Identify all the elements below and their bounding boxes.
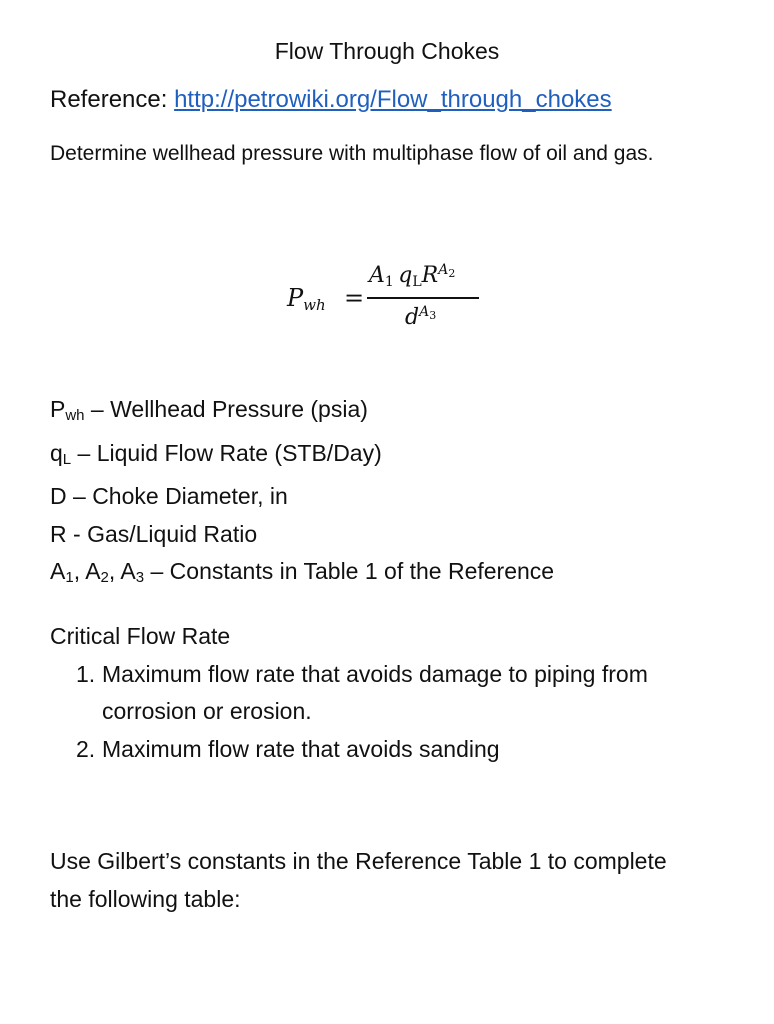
formula-denominator: $d^{A_3}$ <box>405 304 437 330</box>
variable-definitions <box>50 391 554 597</box>
definition-row: D – Choke Diameter, in <box>50 483 288 509</box>
reference-link[interactable]: http://petrowiki.org/Flow_through_chokes <box>174 86 612 113</box>
reference-label: Reference: <box>50 86 175 113</box>
page-title: Flow Through Chokes <box>274 38 500 64</box>
definition-row: $P_{wh}$ – Wellhead Pressure (psia) <box>50 396 368 424</box>
definition-row: R - Gas/Liquid Ratio <box>50 520 258 547</box>
list-item: 2. Maximum flow rate that avoids sanding <box>76 735 500 762</box>
reference-line <box>50 86 612 114</box>
list-item: 1. Maximum flow rate that avoids damage to piping from corrosion or erosion. <box>76 660 648 724</box>
formula-lhs: $P_{wh}$ <box>287 284 326 314</box>
formula-numerator: $A_1$ $q_LR^{A_2}$ <box>369 262 456 290</box>
constants-row: $A_1$, $A_2$, $A_3$ – Constants in Table 1 of the Reference <box>50 558 555 586</box>
critical-flow-section <box>50 618 682 768</box>
instruction-paragraph: Use Gilbert’s constants in the Reference Table 1 to complete the following table: <box>50 848 667 912</box>
formula-fraction-bar <box>367 297 479 299</box>
critical-flow-heading: Critical Flow Rate <box>50 623 231 649</box>
wellhead-pressure-formula <box>287 262 527 342</box>
definition-row: $q_L$ – Liquid Flow Rate (STB/Day) <box>50 439 382 468</box>
formula-equals: = <box>344 284 365 312</box>
critical-flow-list <box>50 656 682 769</box>
intro-paragraph: Determine wellhead pressure with multiphase flow of oil and gas. <box>50 142 654 165</box>
